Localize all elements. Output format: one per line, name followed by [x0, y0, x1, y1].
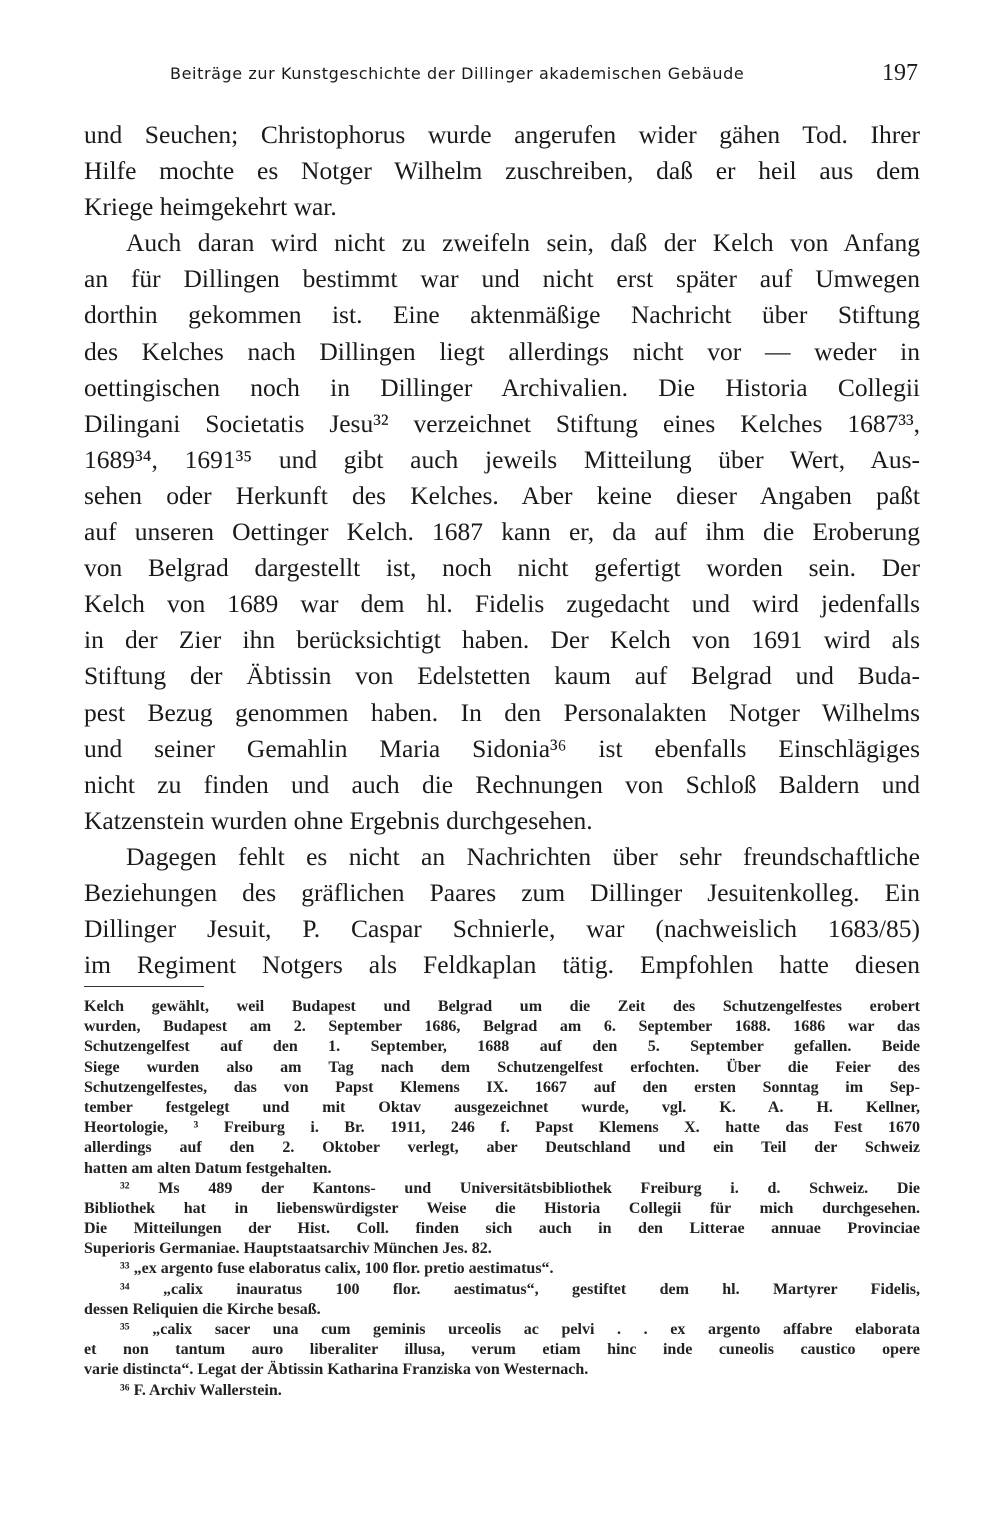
text-line: oettingischen noch in Dillinger Archivalien. Die Historia Collegii: [84, 372, 920, 402]
running-header: [84, 62, 920, 92]
footnote-line: ³³ „ex argento fuse elaboratus calix, 100 flor. pretio aestimatus“.: [120, 1260, 554, 1278]
text-line: Dilingani Societatis Jesu³² verzeichnet Stiftung eines Kelches 1687³³,: [84, 408, 920, 438]
page-number: 197: [882, 60, 918, 86]
footnote-line: Heortologie, ³ Freiburg i. Br. 1911, 246 f. Papst Klemens X. hatte das Fest 1670: [84, 1119, 920, 1137]
footnote-line: wurden, Budapest am 2. September 1686, Belgrad am 6. September 1688. 1686 war das: [84, 1018, 920, 1036]
text-line: an für Dillingen bestimmt war und nicht erst später auf Umwegen: [84, 264, 920, 294]
footnote-line: ³⁵ „calix sacer una cum geminis urceolis ac pelvi . . ex argento affabre elaborata: [120, 1321, 920, 1338]
footnote-line: Schutzengelfestes, das von Papst Klemens IX. 1667 auf den ersten Sonntag im Sep-: [84, 1078, 920, 1096]
main-text: [84, 117, 920, 983]
footnote-line: ³⁴ „calix inauratus 100 flor. aestimatus“, gestiftet dem hl. Martyrer Fidelis,: [120, 1280, 920, 1298]
text-line: Stiftung der Äbtissin von Edelstetten kaum auf Belgrad und Buda-: [84, 661, 920, 691]
text-line: dorthin gekommen ist. Eine aktenmäßige Nachricht über Stiftung: [84, 300, 920, 330]
footnote-line: Siege wurden also am Tag nach dem Schutzengelfest erfochten. Über die Feier des: [84, 1058, 920, 1076]
footnote-line: Die Mitteilungen der Hist. Coll. finden sich auch in den Litterae annuae Provinciae: [84, 1220, 920, 1238]
footnote-33: [84, 1259, 920, 1279]
footnote-continuation: [84, 997, 920, 1179]
text-line: sehen oder Herkunft des Kelches. Aber keine dieser Angaben paßt: [84, 480, 920, 510]
footnote-line: hatten am alten Datum festgehalten.: [84, 1159, 332, 1177]
footnote-line: Superioris Germaniae. Hauptstaatsarchiv München Jes. 82.: [84, 1240, 492, 1258]
footnote-line: ³⁶ F. Archiv Wallerstein.: [120, 1381, 282, 1399]
text-line: in der Zier ihn berücksichtigt haben. Der Kelch von 1691 wird als: [84, 625, 920, 655]
footnote-line: dessen Reliquien die Kirche besaß.: [84, 1300, 321, 1318]
paragraph: [84, 839, 920, 983]
footnote-32: [84, 1179, 920, 1260]
text-line: Dillinger Jesuit, P. Caspar Schnierle, war (nachweislich 1683/85): [84, 914, 920, 944]
footnote-36: [84, 1381, 920, 1401]
text-line: auf unseren Oettinger Kelch. 1687 kann er, da auf ihm die Eroberung: [84, 517, 920, 547]
footnote-divider: [84, 986, 204, 987]
footnote-line: et non tantum auro liberaliter illusa, verum etiam hinc inde cuneolis caustico opere: [84, 1341, 920, 1359]
footnotes: [84, 997, 920, 1401]
text-line: und Seuchen; Christophorus wurde angerufen wider gähen Tod. Ihrer: [84, 120, 920, 149]
footnote-34: [84, 1280, 920, 1320]
text-line: von Belgrad dargestellt ist, noch nicht gefertigt worden sein. Der: [84, 553, 920, 583]
text-line: und seiner Gemahlin Maria Sidonia³⁶ ist ebenfalls Einschlägiges: [84, 733, 920, 763]
paragraph: [84, 225, 920, 839]
text-line: im Regiment Notgers als Feldkaplan tätig. Empfohlen hatte diesen: [84, 950, 920, 980]
text-line: Kelch von 1689 war dem hl. Fidelis zugedacht und wird jedenfalls: [84, 589, 920, 619]
footnote-line: allerdings auf den 2. Oktober verlegt, aber Deutschland und ein Teil der Schweiz: [84, 1139, 920, 1157]
text-line: Auch daran wird nicht zu zweifeln sein, daß der Kelch von Anfang: [126, 228, 920, 258]
text-line: Hilfe mochte es Notger Wilhelm zuschreiben, daß er heil aus dem: [84, 156, 920, 186]
footnote-line: Bibliothek hat in liebenswürdigster Weise die Historia Collegii für mich durchgesehen.: [84, 1199, 920, 1217]
footnote-line: Kelch gewählt, weil Budapest und Belgrad um die Zeit des Schutzengelfestes erobert: [84, 998, 920, 1015]
text-line: Dagegen fehlt es nicht an Nachrichten über sehr freundschaftliche: [126, 841, 920, 871]
text-line: 1689³⁴, 1691³⁵ und gibt auch jeweils Mitteilung über Wert, Aus-: [84, 444, 920, 474]
footnote-35: [84, 1320, 920, 1381]
text-line: pest Bezug genommen haben. In den Personalakten Notger Wilhelms: [84, 697, 920, 727]
footnote-line: varie distincta“. Legat der Äbtissin Katharina Franziska von Westernach.: [84, 1361, 589, 1379]
text-line: Beziehungen des gräflichen Paares zum Dillinger Jesuitenkolleg. Ein: [84, 877, 920, 907]
footnote-line: ³² Ms 489 der Kantons- und Universitätsbibliothek Freiburg i. d. Schweiz. Die: [120, 1179, 920, 1197]
paragraph: [84, 117, 920, 225]
text-line: des Kelches nach Dillingen liegt allerdings nicht vor — weder in: [84, 336, 920, 366]
text-line: nicht zu finden und auch die Rechnungen von Schloß Baldern und: [84, 769, 920, 799]
footnote-line: Schutzengelfest auf den 1. September, 1688 auf den 5. September gefallen. Beide: [84, 1038, 920, 1056]
footnote-line: tember festgelegt und mit Oktav ausgezeichnet wurde, vgl. K. A. H. Kellner,: [84, 1098, 920, 1116]
running-title: Beiträge zur Kunstgeschichte der Dillinger akademischen Gebäude: [170, 64, 745, 83]
text-line: Kriege heimgekehrt war.: [84, 192, 337, 222]
text-line: Katzenstein wurden ohne Ergebnis durchgesehen.: [84, 805, 593, 835]
